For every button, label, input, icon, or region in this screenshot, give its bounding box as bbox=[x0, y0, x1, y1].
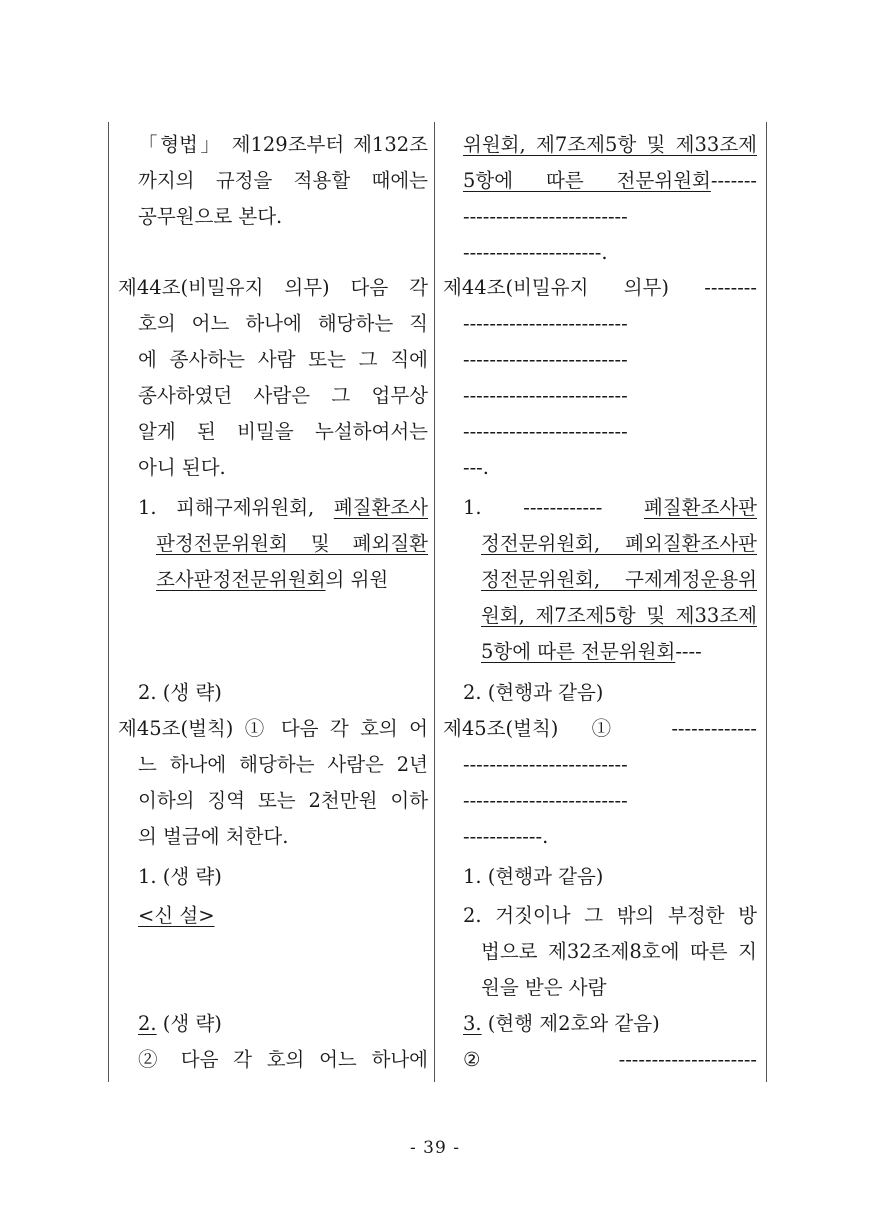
amended-text: 위원회, 제7조제5항 및 제33조제 bbox=[463, 133, 757, 156]
text-line: ---------------------. bbox=[463, 241, 608, 264]
text-line: 법으로 제32조제8호에 따른 지 bbox=[481, 940, 757, 963]
text-segment: ------- bbox=[710, 169, 757, 192]
text-line: 알게 된 비밀을 누설하여서는 bbox=[138, 420, 428, 443]
text-line bbox=[118, 526, 428, 562]
text-line bbox=[443, 127, 757, 163]
text-line: 2. (생 략) bbox=[138, 681, 222, 704]
amended-text: 원회, 제7조제5항 및 제33조제 bbox=[481, 604, 757, 627]
text-line: ------------------------- bbox=[463, 312, 628, 335]
amended-text: 5항에 따른 전문위원회 bbox=[463, 169, 711, 192]
text-segment: ---- bbox=[675, 640, 702, 663]
text-segment: 의 위원 bbox=[325, 568, 389, 591]
text-line: 공무원으로 본다. bbox=[138, 205, 283, 228]
text-line: 아니 된다. bbox=[138, 456, 226, 479]
text-line bbox=[443, 634, 757, 670]
text-line: ---. bbox=[463, 456, 489, 479]
text-line: ------------------------- bbox=[463, 348, 628, 371]
text-line: 2. 거짓이나 그 밖의 부정한 방 bbox=[463, 904, 757, 927]
text-line: ------------------------- bbox=[463, 205, 628, 228]
text-line bbox=[443, 526, 757, 562]
text-line: 에 종사하는 사람 또는 그 직에 bbox=[138, 348, 428, 371]
text-line: 이하의 징역 또는 2천만원 이하 bbox=[138, 789, 428, 812]
text-line: 종사하였던 사람은 그 업무상 bbox=[138, 384, 428, 407]
text-line: ② 다음 각 호의 어느 하나에 bbox=[138, 1048, 428, 1071]
amended-text: 정전문위원회, 폐외질환조사판 bbox=[481, 532, 757, 555]
text-line: 제44조(비밀유지 의무) -------- bbox=[443, 276, 757, 299]
text-line: ------------. bbox=[463, 825, 549, 848]
right-margin-rule bbox=[766, 122, 767, 1082]
amended-text: <신 설> bbox=[138, 904, 215, 927]
text-line: 호의 어느 하나에 해당하는 직 bbox=[138, 312, 428, 335]
text-segment: (현행 제2호와 같음) bbox=[481, 1012, 660, 1035]
text-line bbox=[443, 163, 757, 199]
text-line: ------------------------- bbox=[463, 753, 628, 776]
text-line: 2. (현행과 같음) bbox=[463, 681, 604, 704]
amended-text: 정전문위원회, 구제계정운용위 bbox=[481, 568, 757, 591]
text-line: ------------------------- bbox=[463, 420, 628, 443]
text-line: 「형법」 제129조부터 제132조 bbox=[138, 133, 428, 156]
text-line: ② --------------------- bbox=[463, 1048, 757, 1071]
text-line bbox=[118, 898, 428, 934]
text-line: 까지의 규정을 적용할 때에는 bbox=[138, 169, 428, 192]
amended-text: 3. bbox=[463, 1012, 482, 1035]
amended-text: 폐질환조사 bbox=[333, 496, 428, 519]
amended-text: 판정전문위원회 및 폐외질환 bbox=[156, 532, 428, 555]
text-line: ------------------------- bbox=[463, 384, 628, 407]
text-line: 제45조(벌칙) ① 다음 각 호의 어 bbox=[118, 717, 428, 740]
text-line: ------------------------- bbox=[463, 789, 628, 812]
text-segment: 1. ------------ bbox=[463, 496, 644, 519]
text-segment: 1. 피해구제위원회, bbox=[138, 496, 334, 519]
text-line bbox=[443, 562, 757, 598]
text-line: 제44조(비밀유지 의무) 다음 각 bbox=[118, 276, 428, 299]
text-line bbox=[443, 598, 757, 634]
text-line bbox=[118, 562, 428, 598]
page-number: - 39 - bbox=[410, 1138, 460, 1158]
text-line: 느 하나에 해당하는 사람은 2년 bbox=[138, 753, 428, 776]
text-line bbox=[118, 1006, 428, 1042]
text-line bbox=[443, 490, 757, 526]
text-line: 원을 받은 사람 bbox=[481, 976, 607, 999]
column-divider bbox=[434, 122, 435, 1082]
text-line bbox=[118, 490, 428, 526]
text-line: 1. (현행과 같음) bbox=[463, 865, 604, 888]
amended-text: 2. bbox=[138, 1012, 157, 1035]
left-margin-rule bbox=[108, 122, 109, 1082]
amended-text: 5항에 따른 전문위원회 bbox=[481, 640, 676, 663]
text-segment: (생 략) bbox=[156, 1012, 222, 1035]
text-line: 1. (생 략) bbox=[138, 865, 222, 888]
text-line: 의 벌금에 처한다. bbox=[138, 825, 289, 848]
amended-text: 조사판정전문위원회 bbox=[156, 568, 326, 591]
amended-text: 폐질환조사판 bbox=[643, 496, 757, 519]
text-line: 제45조(벌칙) ① ------------- bbox=[443, 717, 757, 740]
text-line bbox=[443, 1006, 757, 1042]
